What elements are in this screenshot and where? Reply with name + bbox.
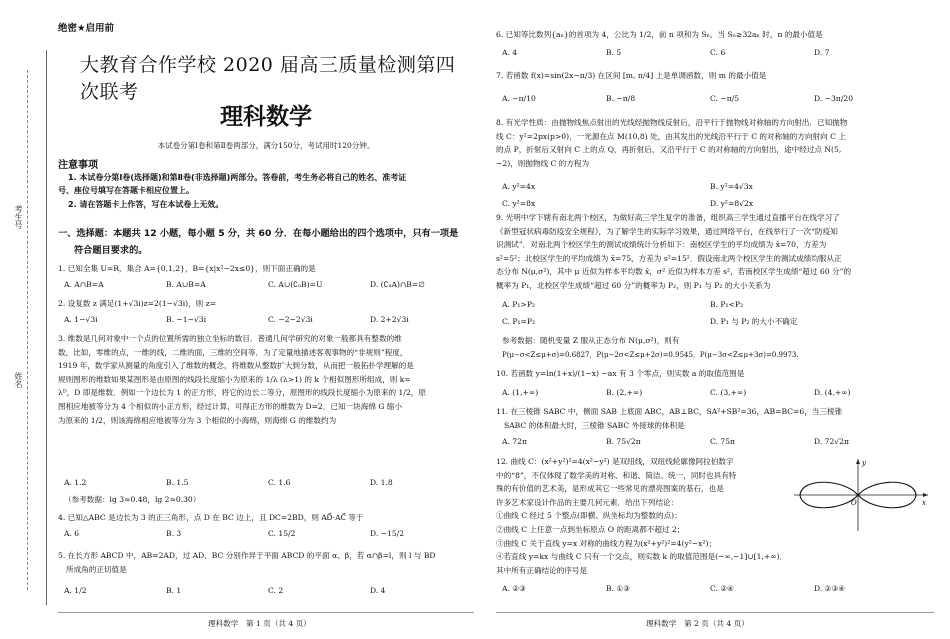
question-9-reference-formula: P(μ−σ<Z≤μ+σ)=0.6827，P(μ−2σ<Z≤μ+2σ)=0.9545，P(μ−3σ<Z≤μ+3σ)=0.9973. (502, 351, 799, 359)
question-8-options: A. y²=4x B. y²=4√3x C. y²=8x D. y²=8√2x (502, 182, 754, 208)
footer-rule (58, 612, 474, 613)
question-12: 12. 曲线 C：(x²+y²)²=4(x²−y²) 是双纽线，双纽线轮廓像阿拉伯数字 中的“8”，不仅体现了数学美的对称、和谐、简洁、统一，同时也具有特 殊的有价值的艺术美，是形成其它一些常见的漂亮图案的基石，也是 许多艺术家设计作品的主要几何元素．给出下列结论： ①曲线 C 经过 5 个整点(即横、纵坐标均为整数的点)； ②曲线 C 上任意一点到坐标原点 O 的距离都不超过 2； ③曲线 C 关于直线 y=x 对称的曲线方程为(x²+y²)²=4(y²−x²)； ④若直线 y=kx 与曲线 C 只有一个交点，则实数 k 的取值范围是(−∞,−1]∪[1,+∞)． 其中所有正确结论的序号是 (496, 457, 788, 575)
notice-heading: 注意事项 (58, 160, 98, 171)
subject-title: 理科数学 (220, 103, 312, 130)
page-1-footer: 理科数学 第 1 页（共 4 页） (208, 619, 311, 628)
question-3: 3. 维数是几何对象中一个点的位置所需的独立坐标的数目．普通几何学研究的对象一般都具有整数的维 数，比如，零维的点，一维的线，二维的面，三维的空间等．为了定量地描述客观事物的“非规则”程度， 1919 年，数学家从测量的角度引入了维数的概念，将维数从整数扩大到分数，从而把一般拓扑学理解的是 规则图形的维数如果某图形是由原图的线段长度缩小为原来的 1/λ (λ>1) 的 k 个相似图形所组成，则 k= λᴰ，D 即是维数．例如一个边长为 1 的正方形，将它的边长二等分，原图形的线段长度缩小为原来的 1/2，原 图相应地被等分为 4 个相似的小正方形，经过计算，可得正方形的维数为 D=2．已知一块海绵 G 缩小 为原来的 1/2，则该海绵相应地被等分为 3 个相似的小海绵，则海绵 G 的维数约为 (58, 334, 426, 425)
lemniscate-figure (792, 455, 932, 535)
question-12-options: A. ②③ B. ①③ C. ②④ D. ②③④ (502, 584, 846, 593)
question-9-reference: 参考数据：随机变量 Z 服从正态分布 N(μ,σ²)，则有 (502, 336, 680, 345)
cut-line (27, 70, 28, 590)
question-6-options: A. 4 B. 5 C. 6 D. 7 (502, 48, 830, 57)
notice-item-1-cont: 号、座位号填写在答题卡相应位置上。 (58, 186, 194, 195)
section-heading: 一、选择题：本题共 12 小题，每小题 5 分，共 60 分．在每小题给出的四个选项中，只有一项是 符合题目要求的。 (58, 228, 459, 256)
exam-id-label: 考生号 (14, 205, 23, 229)
question-7-options: A. −π/10 B. −π/8 C. −π/5 D. −3π/20 (502, 94, 854, 103)
page-2 (482, 0, 950, 639)
x-axis-arrow (923, 493, 928, 497)
question-2: 2. 设复数 z 满足(1+√3i)z=2(1−√3i)，则 z= (58, 299, 217, 308)
exam-title: 大教育合作学校 2020 届高三质量检测第四次联考 (80, 54, 456, 103)
question-8: 8. 有光学性质：由抛物线焦点射出的光线经抛物线反射后，沿平行于抛物线对称轴的方向射出．已知抛物 线 C：y²=2px(p>0)，一光源在点 M(10,8) 处，由其发出的光线沿平行于 C 的对称轴的方向射向 C 上 的点 P，折射后又射向 C 上的点 Q，再折射后，又沿平行于 C 的对称轴的方向射出，途中经过点 N(5, −2)，则抛物线 C 的方程为 (496, 118, 848, 168)
page-2-footer: 理科数学 第 2 页（共 4 页） (646, 619, 749, 628)
y-axis-label: y (862, 459, 866, 467)
question-10-options: A. (1,+∞) B. (2,+∞) C. (3,+∞) D. (4,+∞) (502, 388, 851, 397)
question-3-reference: （参考数据：lg 3≈0.48，lg 2≈0.30） (64, 495, 201, 504)
question-9-options: A. P₁>P₂ B. P₁<P₂ C. P₁=P₂ D. P₁ 与 P₂ 的大小不确定 (502, 300, 798, 326)
question-9: 9. 光明中学下辖有南北两个校区，为做好高三学生复学的准备，组织高三学生通过直播平台在线学习了 《新型冠状病毒防疫安全规程》，为了解学生的实际学习效果，通过网络平台，在线举行了一次“防疫知 识测试”．对南北两个校区学生的测试成绩统计分析如下：南校区学生的平均成绩为 x̄=70，方差为 s²=5²；北校区学生的平均成绩为 x̄=75，方差为 s²=15²．假设南北两个校区学生的测试成绩均服从正 态分布 N(μ,σ²)，其中 μ 近似为样本平均数 x̄，σ² 近似为样本方差 s²，若南校区学生成绩“超过 60 分”的 概率为 P₁，北校区学生成绩“超过 60 分”的概率为 P₂，则 P₁ 与 P₂ 的大小关系为 (496, 213, 852, 290)
question-2-options: A. 1−√3i B. −1−√3i C. −2−2√3i D. 2+2√3i (64, 315, 409, 324)
notice-item-2: 2. 请在答题卡上作答，写在本试卷上无效。 (68, 200, 224, 209)
question-3-options: A. 1.2 B. 1.5 C. 1.6 D. 1.8 (64, 478, 393, 487)
question-10: 10. 若函数 y=ln(1+x)/(1−x) −ax 有 3 个零点，则实数 a 的取值范围是 (496, 369, 745, 378)
origin-label: O (851, 499, 857, 507)
x-axis-label: x (922, 499, 926, 507)
exam-info: 本试卷分第Ⅰ卷和第Ⅱ卷两部分，满分150分，考试用时120分钟。 (157, 141, 375, 150)
question-11: 11. 在三棱锥 SABC 中，侧面 SAB 上底面 ABC，AB⊥BC，SA²+SB²=36，AB=BC=6，当三棱锥 SABC 的体积最大时，三棱锥 SABC 外接球的体积是 (496, 407, 843, 430)
question-5: 5. 在长方形 ABCD 中，AB=2AD，过 AD、BC 分别作异于平面 ABCD 的平面 α、β，若 α∩β=l，则 l 与 BD 所成角的正切值是 (58, 551, 436, 574)
secret-mark: 绝密★启用前 (58, 23, 115, 34)
question-11-options: A. 72π B. 75√2π C. 75π D. 72√2π (502, 437, 849, 446)
question-6: 6. 已知等比数列{aₙ}的首项为 4，公比为 1/2，前 n 项和为 Sₙ，当 Sₙ≥32aₙ 时，n 的最小值是 (496, 30, 823, 39)
binding-margin (0, 0, 58, 639)
question-7: 7. 若函数 f(x)=sin(2x−π/3) 在区间 [m, π/4] 上是单调函数，则 m 的最小值是 (496, 71, 767, 80)
question-4-options: A. 6 B. 3 C. 15/2 D. −15/2 (64, 529, 405, 538)
margin-rule (46, 50, 47, 605)
y-axis-arrow (856, 459, 860, 464)
name-label: 姓名 (14, 372, 23, 388)
footer-rule (496, 612, 934, 613)
question-1: 1. 已知全集 U=R，集合 A={0,1,2}，B={x|x²−2x≤0}，则下面正确的是 (58, 264, 316, 273)
question-5-options: A. 1/2 B. 1 C. 2 D. 4 (64, 586, 386, 595)
notice-item-1: 1. 本试卷分第Ⅰ卷(选择题)和第Ⅱ卷(非选择题)两部分。答卷前，考生务必将自己的姓名、准考证 (68, 173, 407, 182)
question-4: 4. 已知△ABC 是边长为 3 的正三角形，点 D 在 BC 边上，且 DC=2BD，则 AD⃗·AC⃗ 等于 (58, 513, 364, 522)
question-1-options: A. A∩B=A B. A∪B=A C. A∪(∁ᵤB)=U D. (∁ᵤA)∩B=∅ (64, 280, 425, 289)
